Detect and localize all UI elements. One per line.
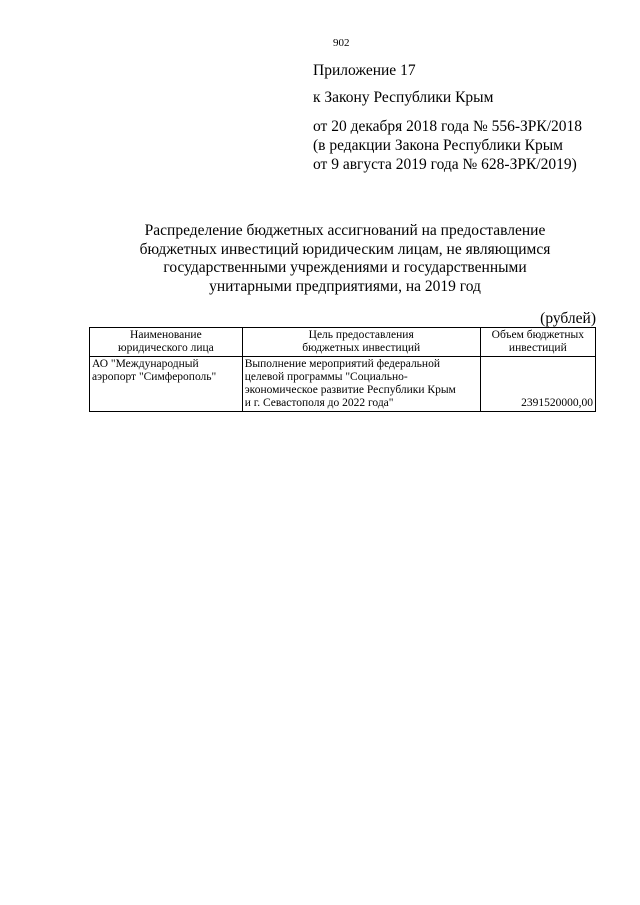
header-text: юридического лица xyxy=(118,342,214,354)
cell-text: экономическое развитие Республики Крым xyxy=(244,384,456,396)
appendix-header xyxy=(313,61,582,174)
document-title-line-4: унитарными предприятиями, на 2019 год xyxy=(209,277,481,295)
header-text: Цель предоставления xyxy=(308,329,414,341)
appendix-law-reference: к Закону Республики Крым xyxy=(313,89,494,106)
budget-investments-table xyxy=(89,327,596,412)
cell-investment-purpose xyxy=(242,357,480,412)
document-title-line-1: Распределение бюджетных ассигнований на предоставление xyxy=(144,222,546,239)
appendix-edition-line-1: (в редакции Закона Республики Крым xyxy=(313,137,563,154)
table-header-row xyxy=(90,328,596,357)
header-text: инвестиций xyxy=(508,342,567,354)
document-title xyxy=(100,222,590,296)
header-text: Объем бюджетных xyxy=(491,329,584,341)
header-investment-purpose xyxy=(242,328,480,357)
cell-text: аэропорт "Симферополь" xyxy=(92,371,217,383)
document-title-line-2: бюджетных инвестиций юридическим лицам, не являющимся xyxy=(139,240,551,258)
header-investment-amount xyxy=(480,328,595,357)
cell-investment-amount: 2391520000,00 xyxy=(480,357,595,412)
cell-text: и г. Севастополя до 2022 года" xyxy=(244,397,394,409)
cell-legal-entity-name xyxy=(90,357,243,412)
header-legal-entity-name xyxy=(90,328,243,357)
document-title-line-3: государственными учреждениями и государственными xyxy=(163,259,527,276)
appendix-edition-line-2: от 9 августа 2019 года № 628-ЗРК/2019) xyxy=(313,156,577,173)
cell-text: АО "Международный xyxy=(92,358,199,370)
table-row xyxy=(90,357,596,412)
cell-text: Выполнение мероприятий федеральной xyxy=(244,358,440,370)
header-text: бюджетных инвестиций xyxy=(302,342,421,354)
page-number: 902 xyxy=(333,37,350,49)
cell-text: целевой программы "Социально- xyxy=(244,371,408,383)
units-label: (рублей) xyxy=(540,310,596,327)
header-text: Наименование xyxy=(130,329,202,341)
appendix-date-line: от 20 декабря 2018 года № 556-ЗРК/2018 xyxy=(313,118,583,135)
appendix-title: Приложение 17 xyxy=(313,62,416,79)
